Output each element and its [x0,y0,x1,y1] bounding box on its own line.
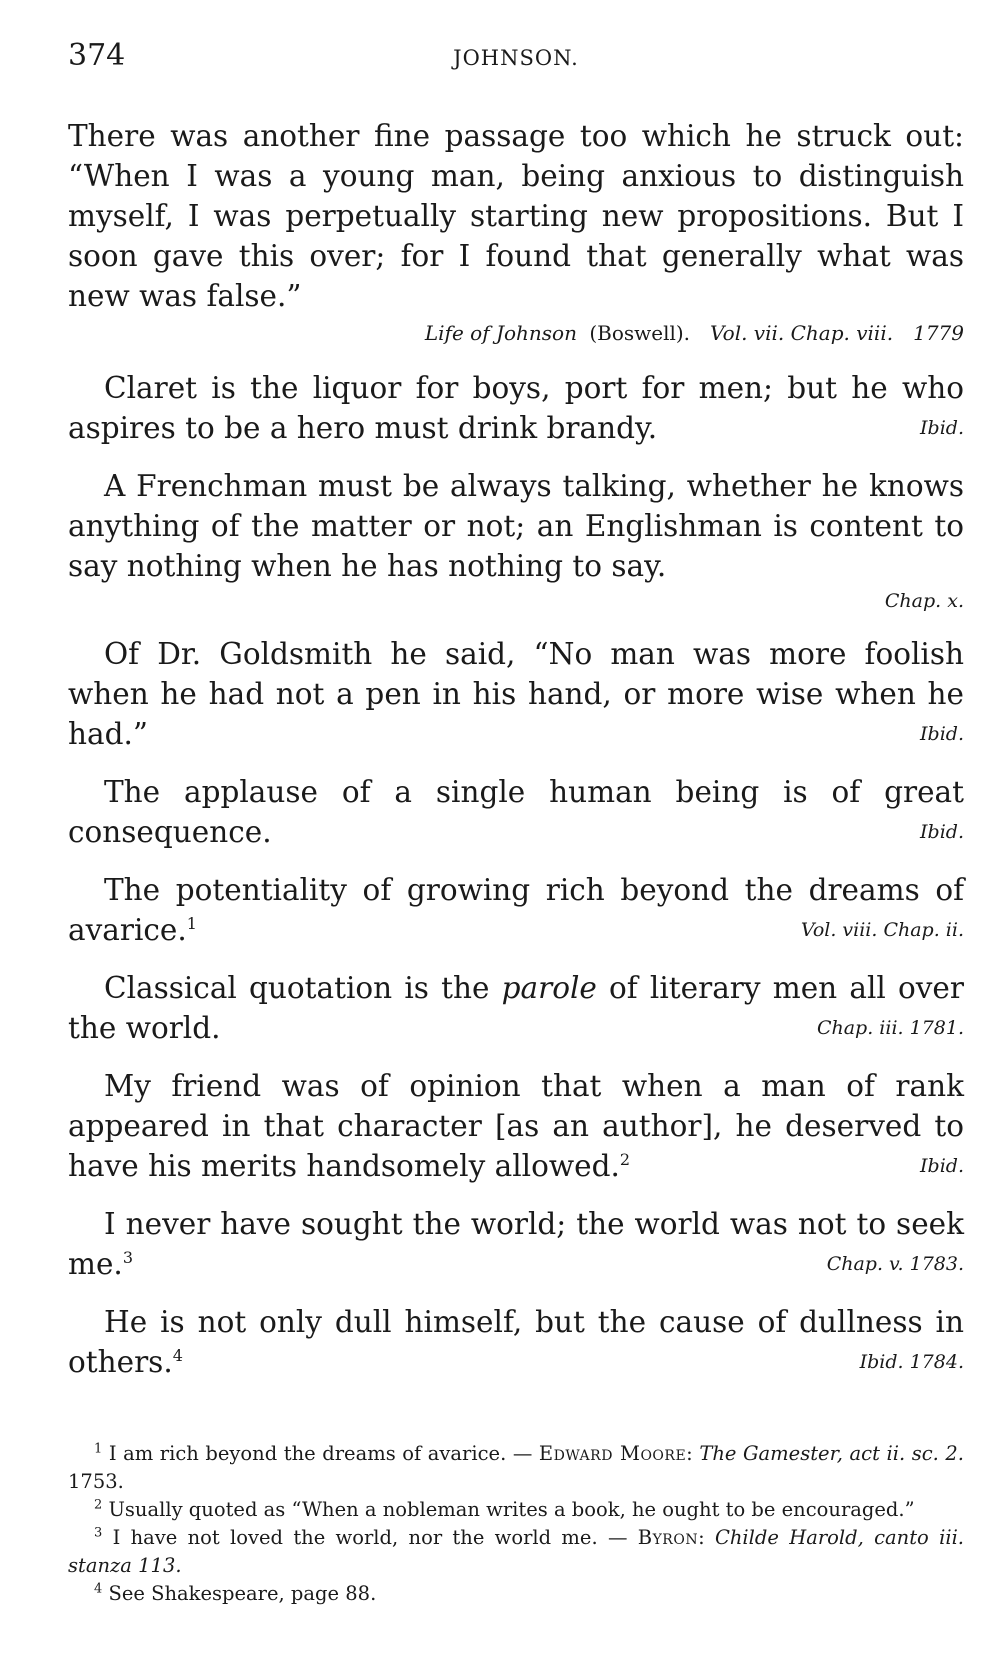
quotes-list [68,116,964,1382]
footnote-mark: 2 [94,1497,103,1513]
quote-5 [68,772,964,852]
footnote-text: See Shakespeare, page 88. [108,1582,377,1605]
quote-citation [68,316,964,350]
footnote-ref: 4 [172,1346,183,1366]
footnote-ref: 1 [186,914,197,934]
footnote-text: I am rich beyond the dreams of avarice. — [108,1442,539,1465]
footnote-text: I have not loved the world, nor the world me. — [112,1526,638,1549]
quote-text: The applause of a single human being is of great consequence. [68,775,964,849]
quote-citation: Chap. x. [884,590,964,612]
quote-citation: Ibid. [920,417,964,439]
footnote-4 [68,1580,964,1608]
quote-text: Of Dr. Goldsmith he said, “No man was more foolish when he had not a pen in his hand, or more wise when he had.” [68,637,964,751]
running-head: JOHNSON. [453,46,579,70]
quote-citation: Ibid. 1784. [859,1351,964,1373]
cite-title: Life of Johnson [424,321,577,345]
footnotes [68,1440,964,1608]
page-header [68,36,964,76]
footnote-mark: 3 [94,1525,103,1541]
quote-citation: Chap. iii. 1781. [816,1017,964,1039]
footnote-ref: 3 [122,1248,133,1268]
quote-text: He is not only dull himself, but the cause of dullness in others. [68,1305,964,1379]
page-number: 374 [68,38,126,73]
quote-8 [68,1066,964,1186]
quote-4 [68,634,964,754]
footnote-3 [68,1524,964,1580]
quote-text: There was another fine passage too which he struck out: “When I was a young man, being anxious to distinguish myself, I was perpetually starting new propositions. But I soon gave this over; for I found that generally what was new was false.” [68,119,964,313]
footnote-ref: 2 [619,1150,631,1170]
cite-volume: Vol. vii. Chap. viii. [710,321,894,345]
quote-7 [68,968,964,1048]
footnote-text: Usually quoted as “When a nobleman writes a book, he ought to be encouraged.” [108,1498,915,1521]
quote-text: I never have sought the world; the world was not to seek me. [68,1207,964,1281]
footnote-tail: 1753. [68,1470,124,1493]
quote-text: The potentiality of growing rich beyond the dreams of avarice. [68,873,964,947]
footnote-mark: 1 [94,1441,103,1457]
cite-author: (Boswell). [589,321,691,345]
quote-citation: Ibid. [920,821,964,843]
quote-citation: Vol. viii. Chap. ii. [800,919,964,941]
quote-citation: Ibid. [920,723,964,745]
footnote-work: Childe Harold, canto iii. stanza 113. [68,1526,964,1577]
quote-1 [68,116,964,350]
quote-text-italic: parole [501,971,597,1005]
footnote-2 [68,1496,964,1524]
quote-text: A Frenchman must be always talking, whether he knows anything of the matter or not; an Englishman is content to say nothing when he has nothing to say. [68,469,964,583]
quote-3 [68,466,964,616]
cite-year: 1779 [913,321,964,345]
quote-2 [68,368,964,448]
footnote-1 [68,1440,964,1496]
footnote-author: Byron [637,1526,699,1549]
footnote-separator: : [686,1442,700,1465]
footnote-mark: 4 [94,1581,103,1597]
quote-citation: Ibid. [920,1155,964,1177]
footnote-author: Edward Moore [538,1442,687,1465]
footnote-separator: : [698,1526,715,1549]
quote-text-after: of literary men all over the world. [68,971,964,1045]
quote-6 [68,870,964,950]
quote-10 [68,1302,964,1382]
quote-9 [68,1204,964,1284]
page [68,36,964,1382]
footnote-work: The Gamester, act ii. sc. 2. [699,1442,964,1465]
quote-citation: Chap. v. 1783. [826,1253,964,1275]
quote-text-before: Classical quotation is the [104,971,502,1005]
quote-text: My friend was of opinion that when a man of rank appeared in that character [as an author], he deserved to have his merits handsomely allowed. [68,1069,964,1183]
quote-text: Claret is the liquor for boys, port for men; but he who aspires to be a hero must drink brandy. [68,371,964,445]
